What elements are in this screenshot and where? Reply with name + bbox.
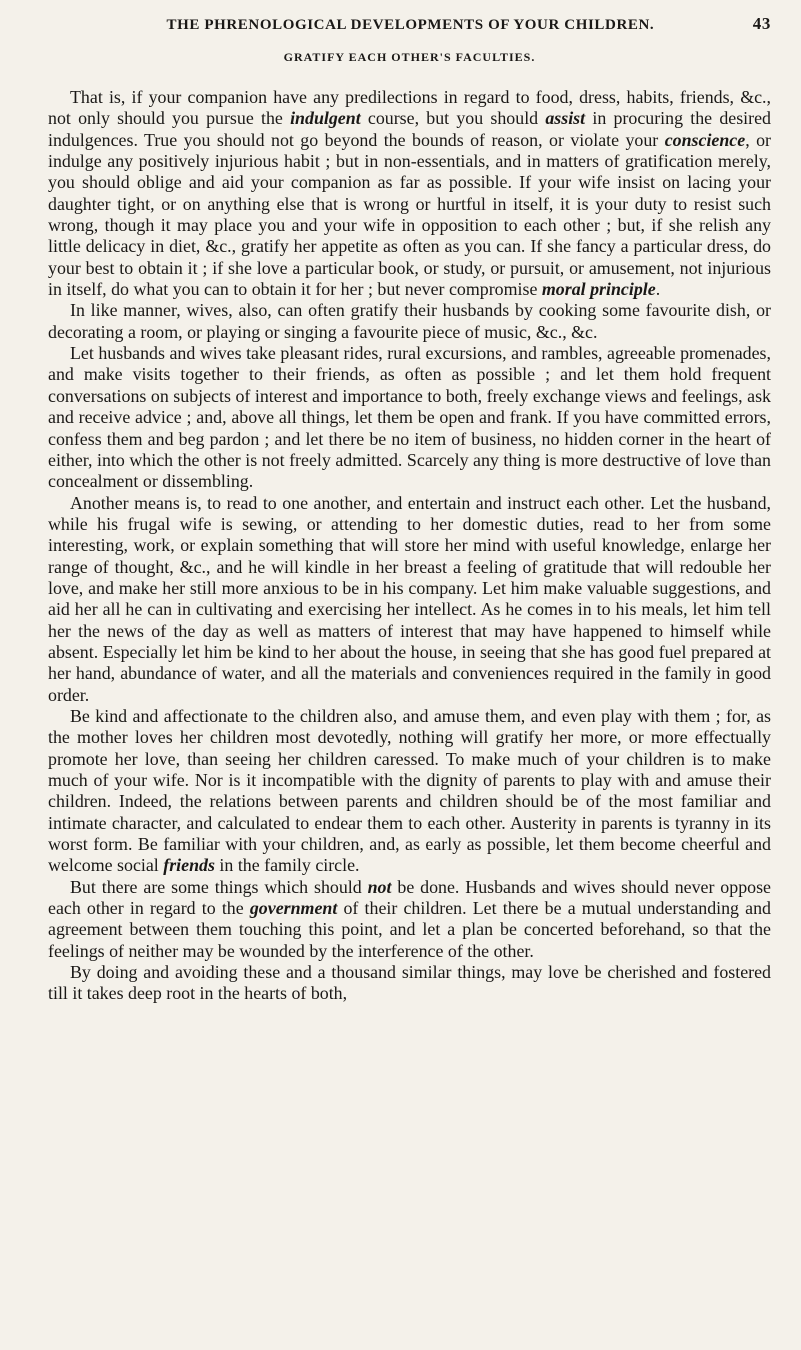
emphasis-text: moral principle [541,279,656,300]
text-run: , or indulge any positively injurious habit ; but in non-essentials, and in matters of gratification merely, you should oblige and aid your companion as far as possible. If your wife insist on lacing your daughter tight, or on anything else that is wrong or hurtful in itself, it is your duty to resist such wrong, though it may place you and your wife in opposition to each other ; but, if she relish any little delicacy in diet, &c., gratify her appetite as often as you can. If she fancy a particular dress, do your best to obtain it ; if she love a particular book, or study, or pursuit, or amusement, not injurious in itself, do what you can to obtain it for her ; but never compromise [48,129,771,300]
section-heading: GRATIFY EACH OTHER'S FACULTIES. [283,50,536,64]
running-head [48,14,771,34]
text-run: in the family circle. [214,855,360,876]
text-run: That is, if your companion have any predilections in regard to food, dress, habits, friends, &c., not only should you pursue the [48,87,771,129]
emphasis-text: friends [163,855,215,876]
text-run: But there are some things which should [70,876,368,897]
text-run: In like manner, wives, also, can often gratify their husbands by cooking some favourite dish, or decorating a room, or playing or singing a favourite piece of music, &c., &c. [48,300,771,342]
paragraph [48,706,771,877]
emphasis-text: government [249,898,338,919]
emphasis-text: assist [545,108,586,129]
body-text [48,87,771,1005]
text-run: course, but you should [360,108,546,129]
paragraph [48,343,771,492]
emphasis-text: conscience [664,129,746,150]
paragraph [48,877,771,962]
paragraph [48,962,771,1005]
emphasis-text: indulgent [290,108,361,129]
text-run: . [655,279,661,300]
text-run: be done. Husbands and wives should never oppose each other in regard to the [48,876,771,919]
text-run: in procuring the desired indulgences. True you should not go beyond the bounds of reason, or violate your [48,108,771,150]
paragraph [48,87,771,300]
text-run: Another means is, to read to one another, and entertain and instruct each other. Let the husband, while his frugal wife is sewing, or attending to her domestic duties, read to her from some interesting, work, or explain something that will store her mind with useful knowledge, enlarge her range of thought, &c., and he will kindle in her breast a feeling of gratitude that will redouble her love, and make her still more anxious to be in his company. Let him make valuable suggestions, and aid her all he can in cultivating and exercising her intellect. As he comes in to his meals, let him tell her the news of the day as well as matters of interest that may have happened to himself while absent. Especially let him be kind to her about the house, in seeing that she has good fuel prepared at her hand, abundance of water, and all the materials and conveniences required in the family in good order. [48,492,771,705]
page-number: 43 [752,14,771,33]
paragraph [48,493,771,706]
text-run: By doing and avoiding these and a thousand similar things, may love be cherished and fostered till it takes deep root in the hearts of both, [48,962,771,1004]
emphasis-text: not [367,876,392,897]
paragraph [48,300,771,343]
running-title: THE PHRENOLOGICAL DEVELOPMENTS OF YOUR CHILDREN. [166,17,655,33]
text-run: Let husbands and wives take pleasant rides, rural excursions, and rambles, agreeable promenades, and make visits together to their friends, as often as possible ; and let them hold frequent conversations on subjects of interest and importance to both, freely exchange views and feelings, ask and receive advice ; and, above all things, let them be open and frank. If you have committed errors, confess them and beg pardon ; and let there be no item of business, no hidden corner in the heart of either, into which the other is not freely admitted. Scarcely any thing is more destructive of love than concealment or dissembling. [48,343,771,492]
text-run: Be kind and affectionate to the children also, and amuse them, and even play with them ; for, as the mother loves her children most devotedly, nothing will gratify her more, or more effectually promote her love, than seeing her children caressed. To make much of your children is to make much of your wife. Nor is it incompatible with the dignity of parents to play with and amuse their children. Indeed, the relations between parents and children should be of the most familiar and intimate character, and calculated to endear them to each other. Austerity in parents is tyranny in its worst form. Be familiar with your children, and, as early as possible, let them become cheerful and welcome social [48,705,771,876]
text-run: of their children. Let there be a mutual understanding and agreement between them touching this point, and let a plan be concerted beforehand, so that the feelings of neither may be wounded by the interference of the other. [48,898,771,961]
